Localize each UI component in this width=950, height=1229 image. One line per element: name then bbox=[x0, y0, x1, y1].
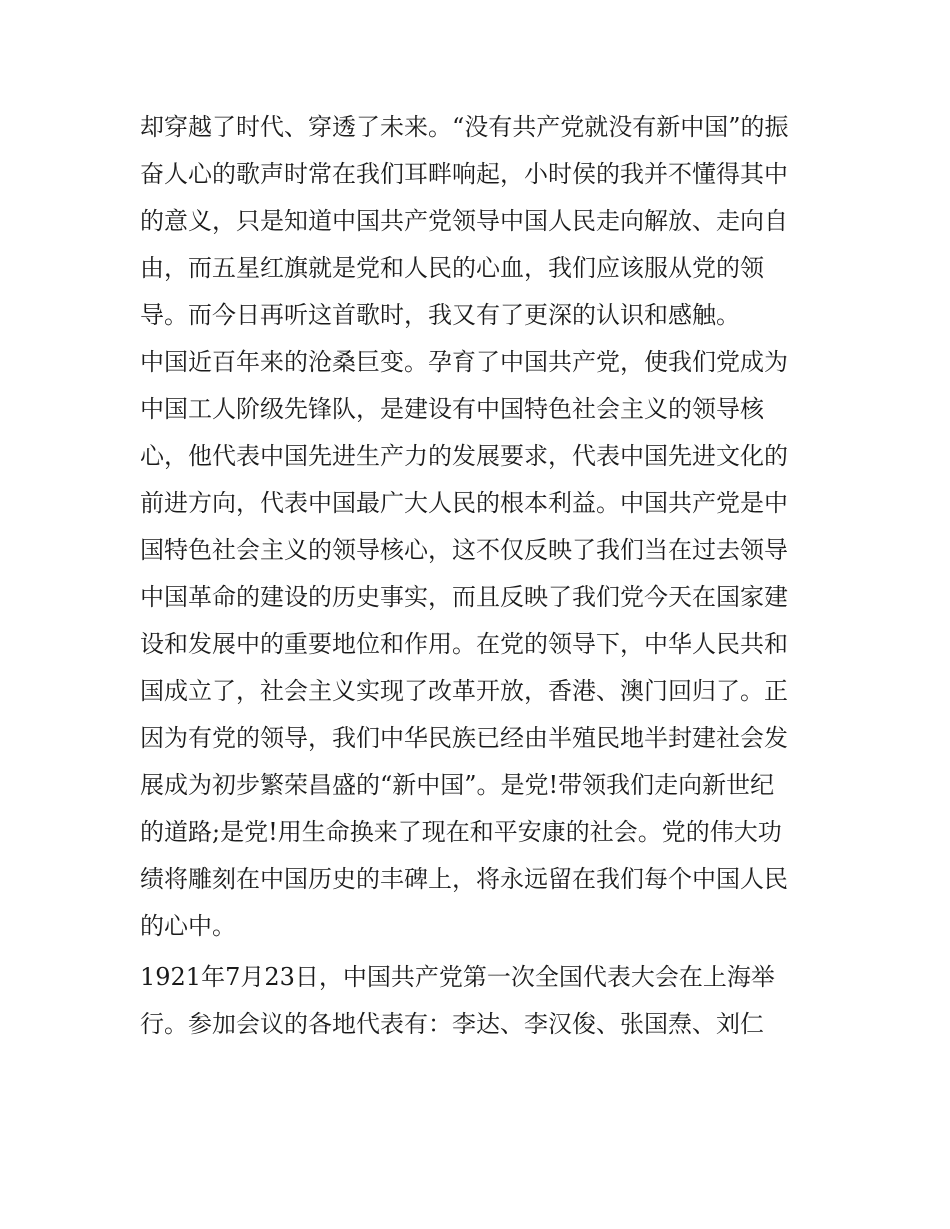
paragraph-1 bbox=[140, 104, 820, 339]
text-line: 国成立了，社会主义实现了改革开放，香港、澳门回归了。正 bbox=[140, 677, 788, 705]
text-line: 设和发展中的重要地位和作用。在党的领导下，中华人民共和 bbox=[140, 630, 788, 658]
text-line: 1921年7月23日，中国共产党第一次全国代表大会在上海举 bbox=[140, 963, 775, 991]
text-line: 中国工人阶级先锋队，是建设有中国特色社会主义的领导核 bbox=[140, 395, 764, 423]
text-line: 前进方向，代表中国最广大人民的根本利益。中国共产党是中 bbox=[140, 489, 788, 517]
text-line: 国特色社会主义的领导核心，这不仅反映了我们当在过去领导 bbox=[140, 536, 788, 564]
text-line: 由，而五星红旗就是党和人民的心血，我们应该服从党的领 bbox=[140, 254, 764, 282]
text-line: 绩将雕刻在中国历史的丰碑上，将永远留在我们每个中国人民 bbox=[140, 865, 788, 893]
text-line: 却穿越了时代、穿透了未来。“没有共产党就没有新中国”的振 bbox=[140, 113, 789, 141]
text-line: 的意义，只是知道中国共产党领导中国人民走向解放、走向自 bbox=[140, 207, 788, 235]
text-line: 心，他代表中国先进生产力的发展要求，代表中国先进文化的 bbox=[140, 442, 788, 470]
text-line: 的心中。 bbox=[140, 912, 236, 940]
text-line: 奋人心的歌声时常在我们耳畔响起，小时侯的我并不懂得其中 bbox=[140, 160, 788, 188]
paragraph-3 bbox=[140, 954, 820, 1048]
text-line: 中国近百年来的沧桑巨变。孕育了中国共产党，使我们党成为 bbox=[140, 348, 788, 376]
text-line: 中国革命的建设的历史事实，而且反映了我们党今天在国家建 bbox=[140, 583, 788, 611]
body-text bbox=[140, 104, 820, 1048]
text-line: 导。而今日再听这首歌时，我又有了更深的认识和感触。 bbox=[140, 301, 740, 329]
text-line: 的道路;是党!用生命换来了现在和平安康的社会。党的伟大功 bbox=[140, 818, 782, 846]
text-line: 因为有党的领导，我们中华民族已经由半殖民地半封建社会发 bbox=[140, 724, 788, 752]
paragraph-2 bbox=[140, 339, 820, 950]
text-line: 行。参加会议的各地代表有：李达、李汉俊、张国焘、刘仁 bbox=[140, 1010, 764, 1038]
text-line: 展成为初步繁荣昌盛的“新中国”。是党!带领我们走向新世纪 bbox=[140, 771, 775, 799]
